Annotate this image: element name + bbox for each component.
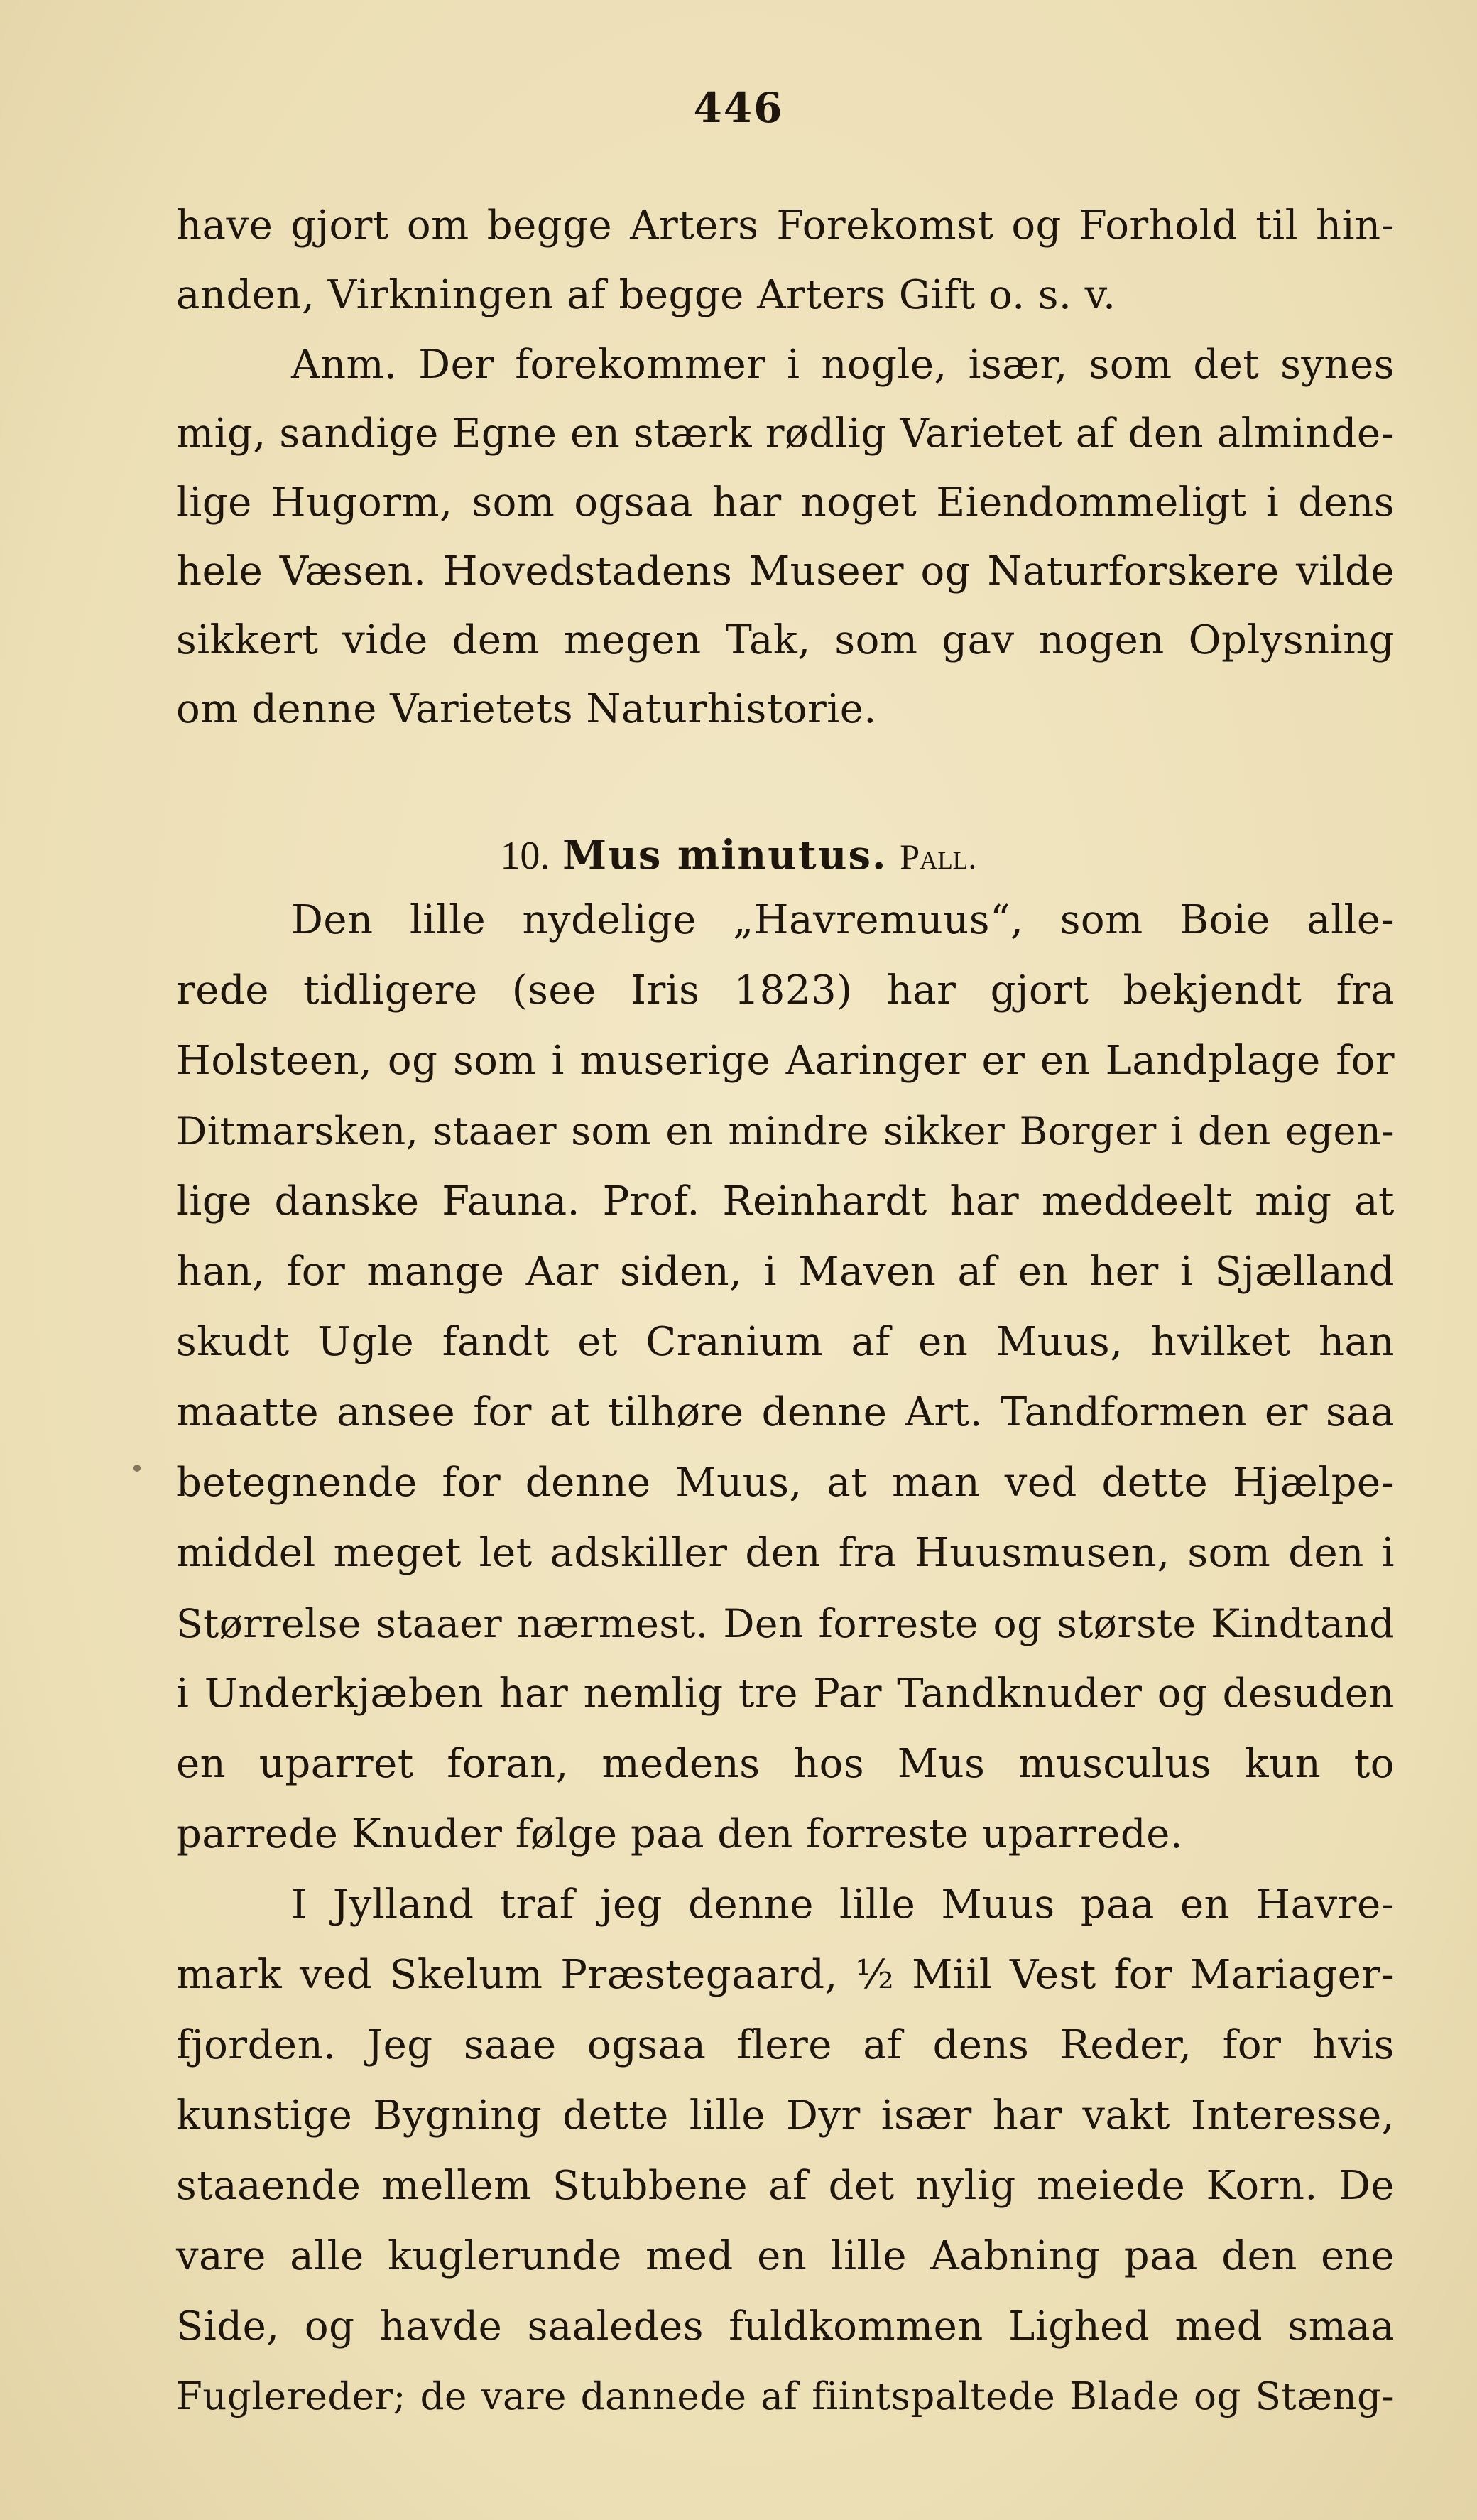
text-line: skudt Ugle fandt et Cranium af en Muus, hvilket han — [176, 1319, 1395, 1365]
text-line: rede tidligere (see Iris 1823) har gjort bekjendt fra — [176, 967, 1395, 1014]
print-speck — [133, 1465, 141, 1472]
text-line: Side, og havde saaledes fuldkommen Lighed med smaa — [176, 2303, 1395, 2350]
note-line: sikkert vide dem megen Tak, som gav nogen Oplysning — [176, 617, 1395, 663]
note-line: om denne Varietets Naturhistorie. — [176, 686, 877, 732]
text-line: parrede Knuder følge paa den forreste uparrede. — [176, 1811, 1184, 1857]
text-line: maatte ansee for at tilhøre denne Art. Tandformen er saa — [176, 1389, 1395, 1435]
text-line: Størrelse staaer nærmest. Den forreste og største Kindtand — [176, 1601, 1395, 1646]
text-line: I Jylland traf jeg denne lille Muus paa en Havre- — [291, 1881, 1395, 1928]
text-line: middel meget let adskiller den fra Huusmusen, som den i — [176, 1530, 1395, 1576]
text-line: mark ved Skelum Præstegaard, ½ Miil Vest for Mariager- — [176, 1952, 1395, 1998]
text-line: have gjort om begge Arters Forekomst og Forhold til hin- — [176, 202, 1395, 249]
text-line: vare alle kuglerunde med en lille Aabning paa den ene — [176, 2233, 1395, 2279]
text-line: kunstige Bygning dette lille Dyr især har vakt Interesse, — [176, 2092, 1395, 2139]
text-line: staaende mellem Stubbene af det nylig meiede Korn. De — [176, 2163, 1395, 2209]
section-heading — [0, 824, 1477, 886]
note-line: lige Hugorm, som ogsaa har noget Eiendommeligt i dens — [176, 479, 1395, 526]
text-line: han, for mange Aar siden, i Maven af en her i Sjælland — [176, 1249, 1395, 1295]
text-line: Ditmarsken, staaer som en mindre sikker Borger i den egen- — [176, 1109, 1395, 1153]
section-number: 10. — [500, 834, 550, 878]
text-line: fjorden. Jeg saae ogsaa flere af dens Reder, for hvis — [176, 2022, 1395, 2068]
text-line: Den lille nydelige „Havremuus“, som Boie alle- — [291, 897, 1395, 943]
text-line: Holsteen, og som i muserige Aaringer er en Landplage for — [176, 1038, 1395, 1084]
text-line: en uparret foran, medens hos Mus musculus kun to — [176, 1741, 1395, 1787]
text-line: Fuglereder; de vare dannede af fiintspaltede Blade og Stæng- — [176, 2375, 1395, 2418]
note-line: mig, sandige Egne en stærk rødlig Varietet af den alminde- — [176, 411, 1395, 457]
text-line: lige danske Fauna. Prof. Reinhardt har meddeelt mig at — [176, 1178, 1395, 1224]
note-line: hele Væsen. Hovedstadens Museer og Naturforskere vilde — [176, 548, 1395, 594]
note-line: Anm. Der forekommer i nogle, især, som det synes — [291, 342, 1395, 388]
text-line: i Underkjæben har nemlig tre Par Tandknuder og desuden — [176, 1671, 1395, 1717]
text-line: betegnende for denne Muus, at man ved dette Hjælpe- — [176, 1460, 1395, 1506]
section-author: Pall. — [900, 837, 977, 876]
page-number: 446 — [693, 84, 784, 132]
section-title: Mus minutus. — [562, 832, 888, 879]
text-line: anden, Virkningen af begge Arters Gift o. s. v. — [176, 272, 1116, 318]
